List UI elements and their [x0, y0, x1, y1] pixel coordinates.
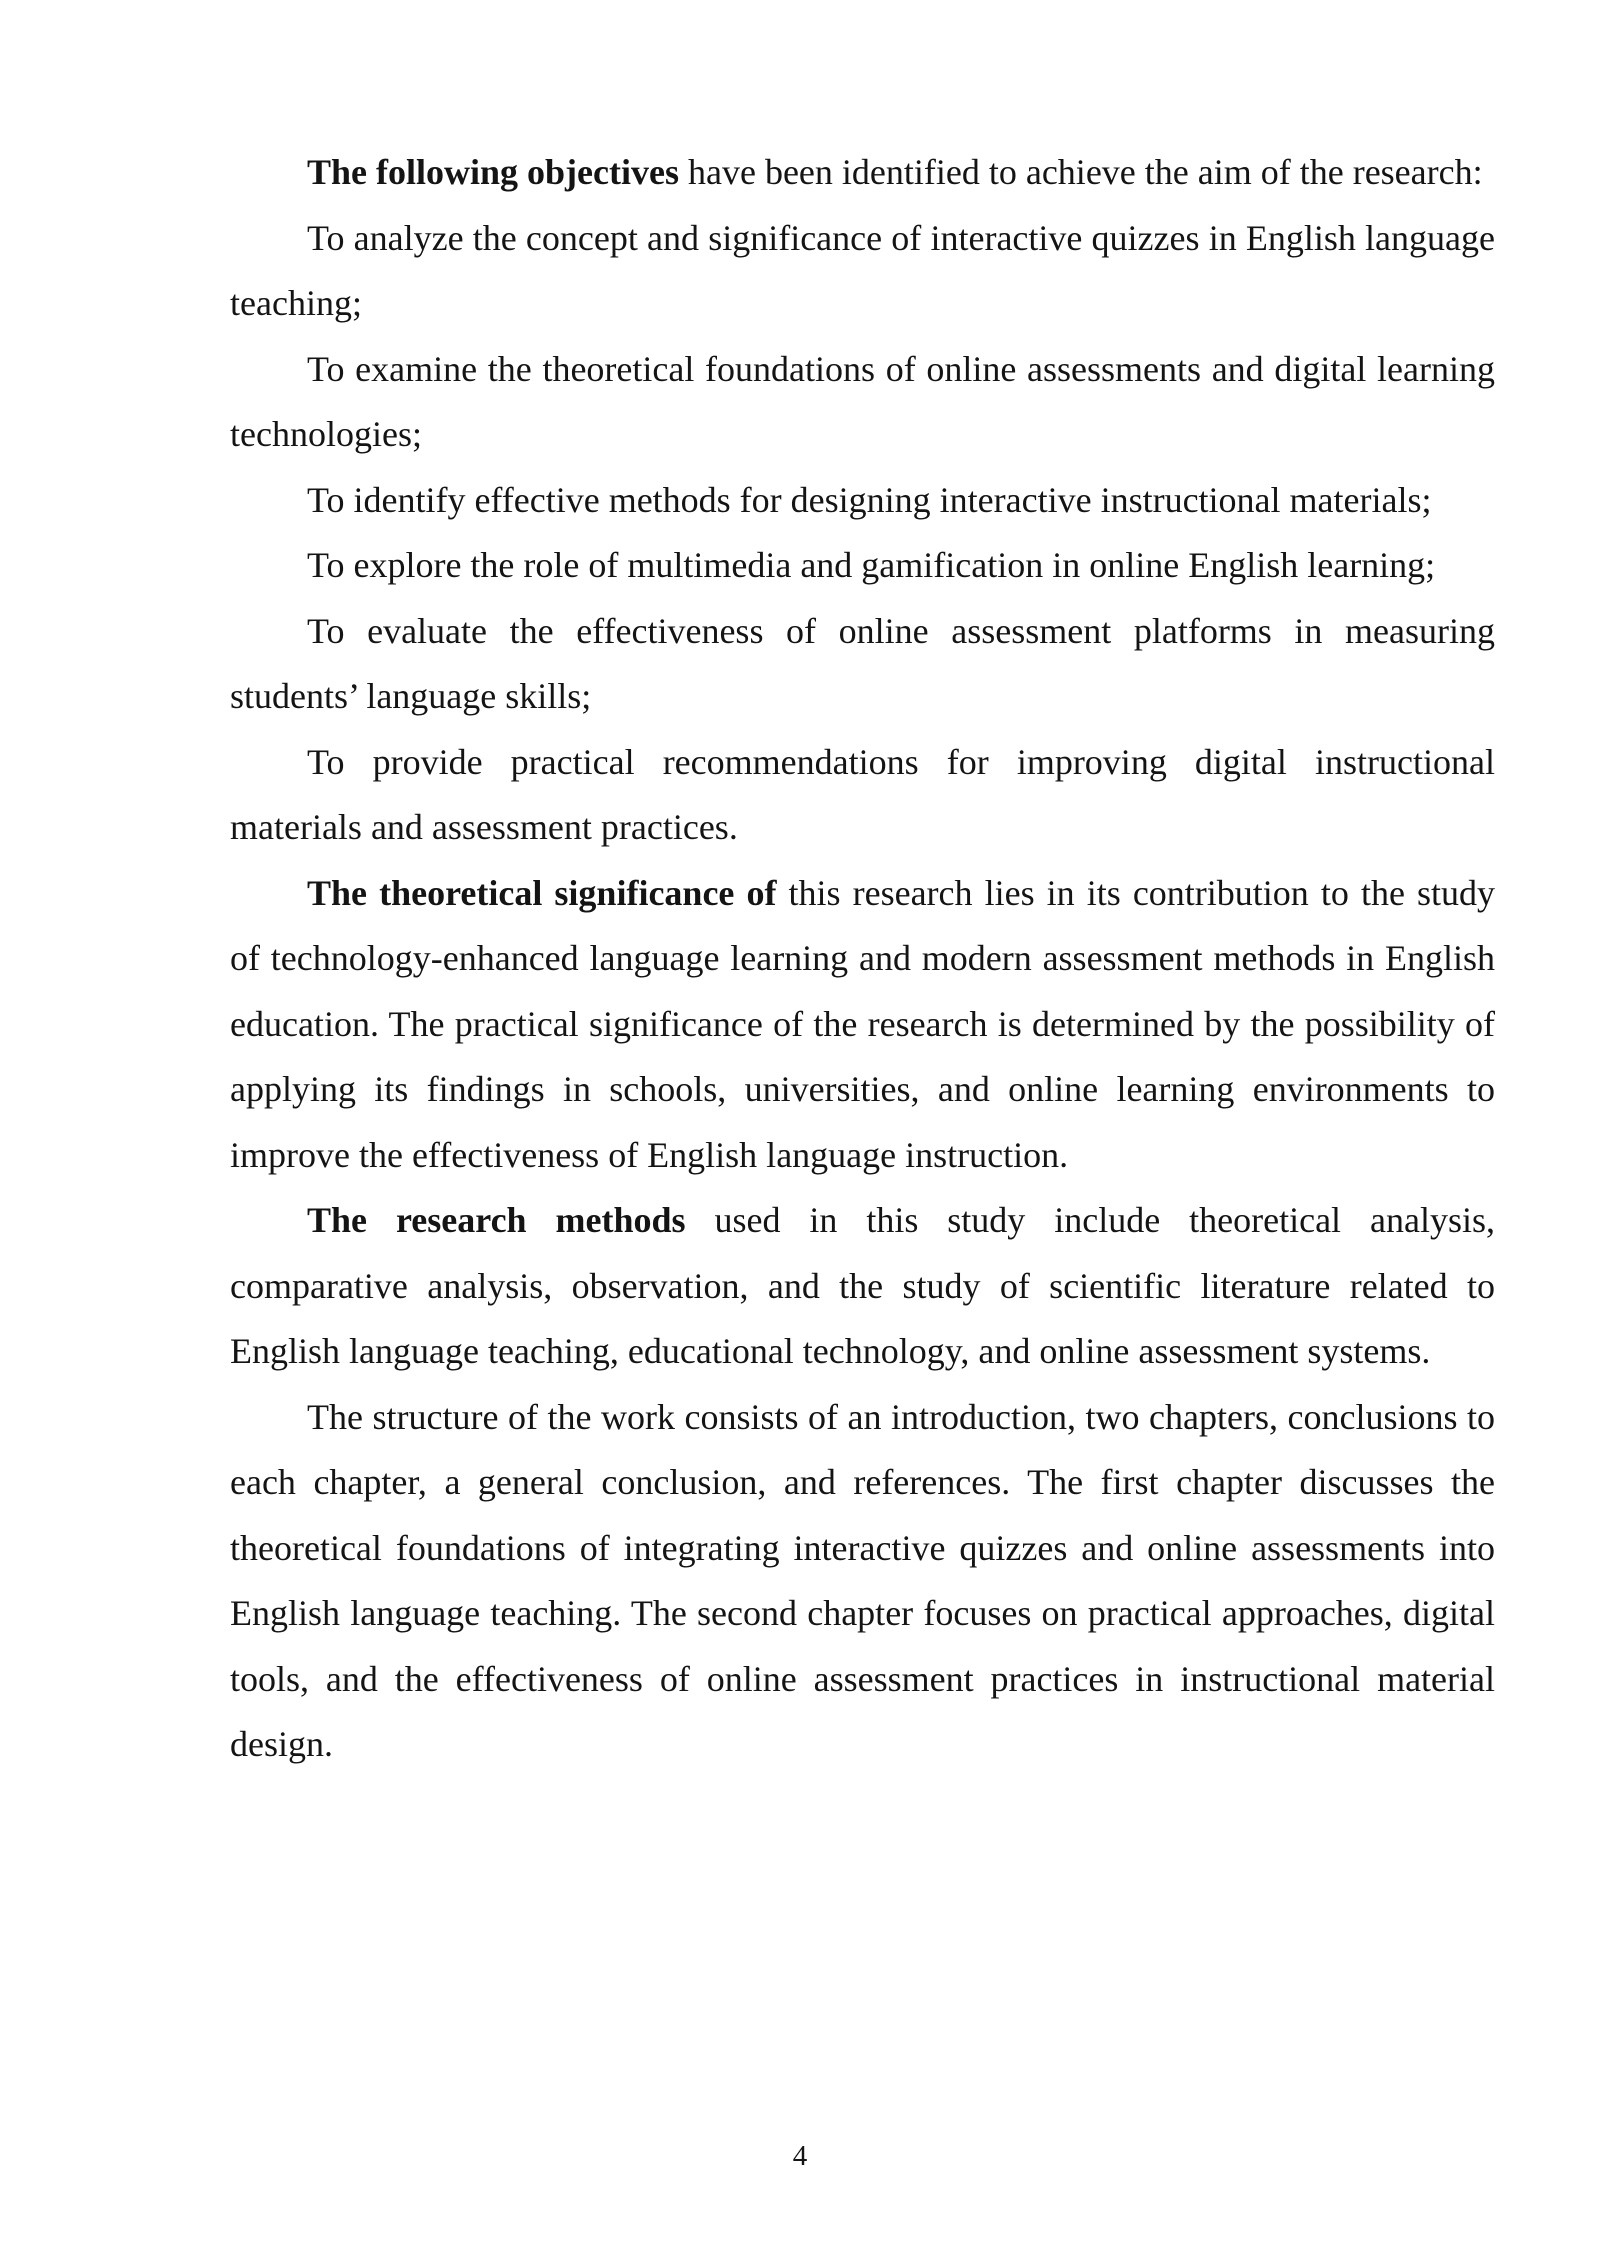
objectives-intro-text: have been identified to achieve the aim of the research:	[678, 152, 1483, 192]
significance-heading: The theoretical significance of	[307, 872, 777, 913]
page-number: 4	[792, 2140, 808, 2172]
objective-item: To explore the role of multimedia and gamification in online English learning;	[307, 545, 1436, 585]
objective-item: To evaluate the effectiveness of online assessment platforms in measuring students’ language skills;	[230, 610, 1495, 716]
structure-paragraph: The structure of the work consists of an introduction, two chapters, conclusions to each chapter, a general conclusion, and references. The first chapter discusses the theoretical foundations of integrating interactive quizzes and online assessments into English language teaching. The second chapter focuses on practical approaches, digital tools, and the effectiveness of online assessment practices in instructional material design.	[230, 1396, 1495, 1764]
significance-text: this research lies in its contribution to the study of technology-enhanced language learning and modern assessment methods in English education. The practical significance of the research is determined by the possibility of applying its findings in schools, universities, and online learning environments to improve the effectiveness of English language instruction.	[230, 872, 1496, 1175]
objective-item: To examine the theoretical foundations of online assessments and digital learning technologies;	[230, 348, 1495, 454]
methods-paragraph	[230, 1188, 1495, 1385]
document-page-body	[230, 140, 1495, 1778]
significance-paragraph	[230, 861, 1495, 1189]
objective-item: To analyze the concept and significance of interactive quizzes in English language teaching;	[230, 217, 1495, 323]
objectives-heading: The following objectives	[307, 152, 679, 192]
objective-item: To provide practical recommendations for improving digital instructional materials and assessment practices.	[230, 741, 1495, 847]
objectives-intro-paragraph	[230, 140, 1495, 206]
methods-heading: The research methods	[307, 1200, 686, 1240]
methods-text: used in this study include theoretical analysis, comparative analysis, observation, and the study of scientific literature related to English language teaching, educational technology, and online assessment systems.	[230, 1200, 1495, 1371]
objective-item: To identify effective methods for designing interactive instructional materials;	[307, 479, 1432, 520]
